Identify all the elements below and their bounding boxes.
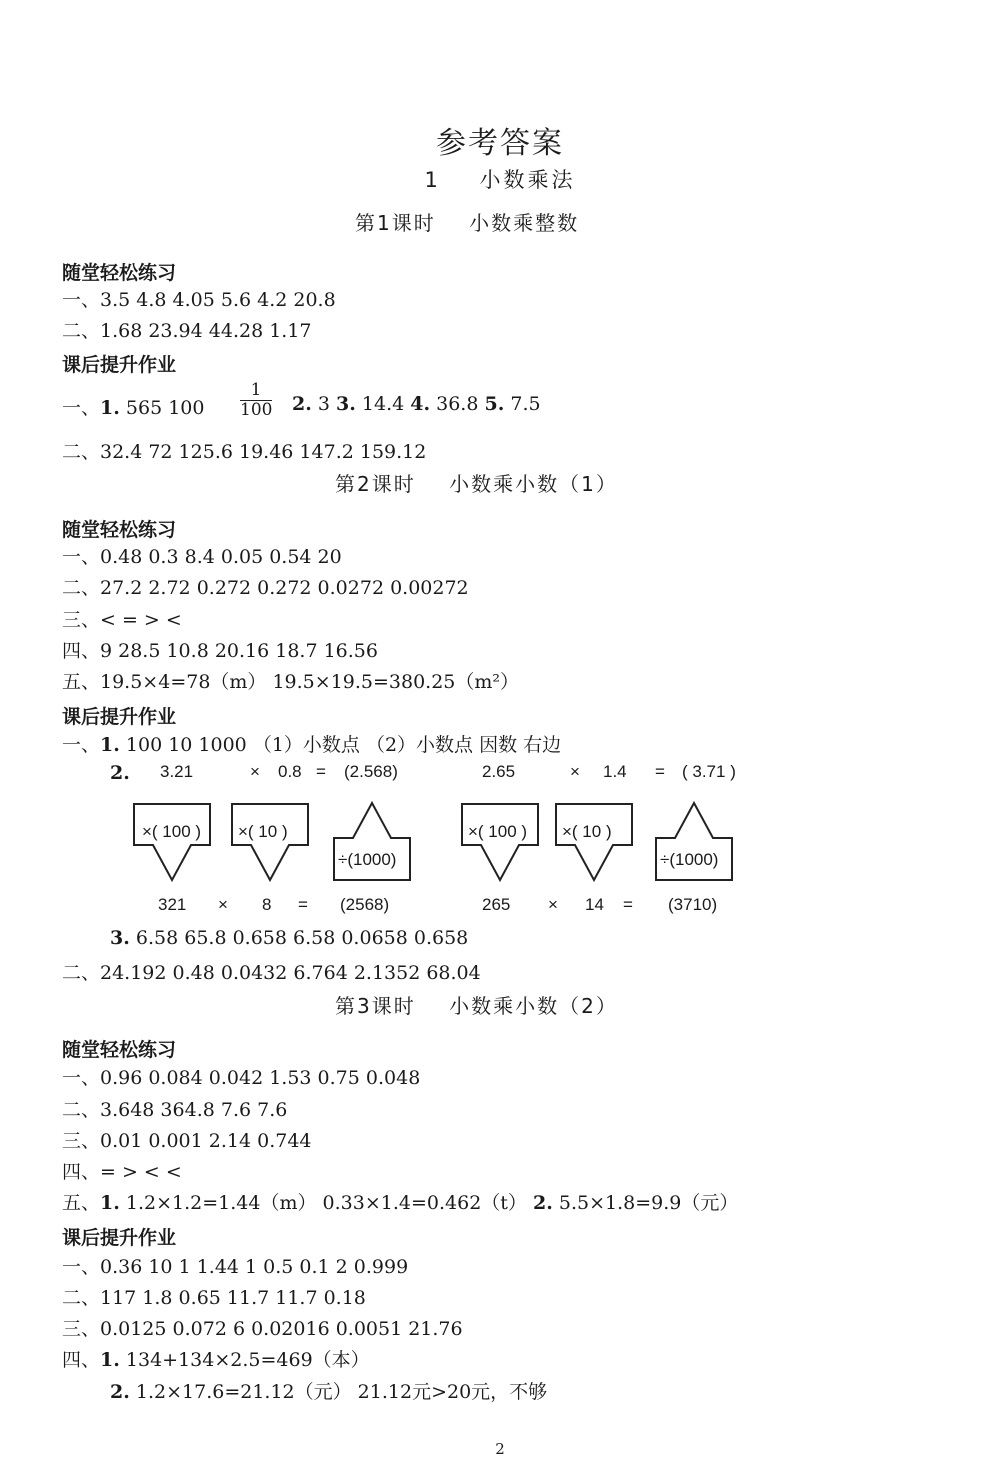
item-number: 3. xyxy=(110,927,130,949)
answer-text: 565 100 xyxy=(119,397,205,419)
times-sign: × xyxy=(218,895,228,914)
item-number: 2. xyxy=(532,1192,553,1214)
answer-text: 3 xyxy=(311,393,337,415)
answer-text: 14.4 xyxy=(355,393,411,415)
answer-text: 6.58 65.8 0.658 6.58 0.0658 0.658 xyxy=(129,927,469,949)
multiply-box-label: ×( 10 ) xyxy=(562,822,612,841)
section-heading: 课后提升作业 xyxy=(62,706,177,728)
fraction-numerator: 1 xyxy=(240,381,272,401)
item-number: 1. xyxy=(100,1349,120,1371)
times-sign: × xyxy=(250,762,260,781)
multiply-box-label: ×( 10 ) xyxy=(238,822,288,841)
answer-line: 三、< = > < xyxy=(62,609,182,631)
factor-a: 2.65 xyxy=(482,762,516,781)
item-marker: 一、 xyxy=(62,397,101,419)
factor-b: 1.4 xyxy=(603,762,627,781)
lesson-topic: 小数乘整数 xyxy=(469,211,580,235)
item-number: 5. xyxy=(484,393,505,415)
lesson-label: 第1课时 xyxy=(355,211,436,235)
answer-line: 二、27.2 2.72 0.272 0.272 0.0272 0.00272 xyxy=(62,577,469,599)
factor-a: 321 xyxy=(158,895,187,914)
item-marker: 四、 xyxy=(62,1349,101,1371)
page-title: 参考答案 xyxy=(436,126,564,161)
answer-line xyxy=(110,1377,547,1404)
factor-a: 265 xyxy=(482,895,511,914)
answer-line: 五、19.5×4=78（m） 19.5×19.5=380.25（m²） xyxy=(62,671,520,693)
answer-text: 7.5 xyxy=(504,393,541,415)
answer-text: 5.5×1.8=9.9（元） xyxy=(552,1192,739,1214)
lesson-label: 第3课时 xyxy=(335,994,416,1018)
multiply-box-label: ×( 100 ) xyxy=(142,822,202,841)
item-number: 4. xyxy=(410,393,431,415)
item-number: 2. xyxy=(292,393,312,415)
item-number: 3. xyxy=(336,393,356,415)
product: (3710) xyxy=(668,895,718,914)
item-marker: 五、 xyxy=(62,1192,101,1214)
item-marker: 一、 xyxy=(62,734,101,756)
fraction-denominator: 100 xyxy=(240,400,273,420)
answer-line: 三、0.01 0.001 2.14 0.744 xyxy=(62,1130,312,1152)
product: ( 3.71 ) xyxy=(682,762,736,781)
lesson-3-heading xyxy=(335,990,618,1019)
factor-b: 8 xyxy=(262,895,272,914)
lesson-topic: 小数乘小数（2） xyxy=(449,994,618,1018)
section-heading: 随堂轻松练习 xyxy=(62,262,177,284)
answer-text: 1.2×17.6=21.12（元） 21.12元>20元，不够 xyxy=(129,1381,548,1403)
answer-line: 二、1.68 23.94 44.28 1.17 xyxy=(62,320,312,342)
divide-box-label: ÷(1000) xyxy=(660,850,719,869)
lesson-label: 第2课时 xyxy=(335,472,416,496)
times-sign: × xyxy=(548,895,558,914)
factor-a: 3.21 xyxy=(160,762,194,781)
section-heading: 课后提升作业 xyxy=(62,354,177,376)
equals-sign: = xyxy=(298,895,308,914)
answer-line: 一、0.96 0.084 0.042 1.53 0.75 0.048 xyxy=(62,1067,421,1089)
answer-line xyxy=(110,927,468,949)
answer-line: 二、3.648 364.8 7.6 7.6 xyxy=(62,1099,288,1121)
answer-text: 134+134×2.5=469（本） xyxy=(119,1349,370,1371)
section-heading: 课后提升作业 xyxy=(62,1227,177,1249)
item-number: 1. xyxy=(100,1192,120,1214)
section-heading: 随堂轻松练习 xyxy=(62,519,177,541)
multiply-box-label: ×( 100 ) xyxy=(468,822,528,841)
item-number: 1. xyxy=(100,397,120,419)
answer-line: 二、24.192 0.48 0.0432 6.764 2.1352 68.04 xyxy=(62,962,481,984)
product: (2568) xyxy=(340,895,390,914)
times-sign: × xyxy=(570,762,580,781)
answer-line xyxy=(62,1345,370,1372)
unit-name: 小数乘法 xyxy=(479,168,576,192)
answer-line xyxy=(62,1188,738,1215)
item-number: 2. xyxy=(110,1381,130,1403)
answer-line: 一、3.5 4.8 4.05 5.6 4.2 20.8 xyxy=(62,289,336,311)
divide-box-label: ÷(1000) xyxy=(338,850,397,869)
answer-line: 二、117 1.8 0.65 11.7 11.7 0.18 xyxy=(62,1287,366,1309)
equals-sign: = xyxy=(316,762,326,781)
answer-line: 一、0.48 0.3 8.4 0.05 0.54 20 xyxy=(62,546,342,568)
factor-b: 14 xyxy=(585,895,604,914)
answer-text: 36.8 xyxy=(430,393,485,415)
factor-b: 0.8 xyxy=(278,762,302,781)
lesson-topic: 小数乘小数（1） xyxy=(449,472,618,496)
equals-sign: = xyxy=(623,895,633,914)
section-heading: 随堂轻松练习 xyxy=(62,1039,177,1061)
page-number: 2 xyxy=(495,1440,505,1458)
answer-line: 三、0.0125 0.072 6 0.02016 0.0051 21.76 xyxy=(62,1318,463,1340)
item-number: 1. xyxy=(100,734,120,756)
answer-text: 1.2×1.2=1.44（m） 0.33×1.4=0.462（t） xyxy=(119,1192,533,1214)
item-number-label: 2. xyxy=(110,762,130,784)
answer-text: 100 10 1000 （1）小数点 （2）小数点 因数 右边 xyxy=(119,734,562,756)
product: (2.568) xyxy=(344,762,398,781)
answer-line: 四、= > < < xyxy=(62,1161,182,1183)
unit-number: 1 xyxy=(424,168,441,192)
answer-line: 二、32.4 72 125.6 19.46 147.2 159.12 xyxy=(62,441,427,463)
equals-sign: = xyxy=(655,762,665,781)
answer-line: 一、0.36 10 1 1.44 1 0.5 0.1 2 0.999 xyxy=(62,1256,409,1278)
answer-line: 四、9 28.5 10.8 20.16 18.7 16.56 xyxy=(62,640,378,662)
